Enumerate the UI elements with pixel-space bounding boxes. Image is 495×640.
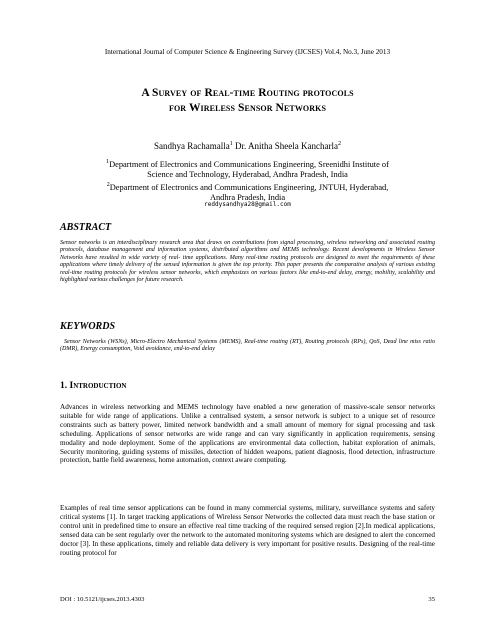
affiliation-line [80,157,415,170]
page-number: 35 [428,596,435,603]
affiliation-line: Science and Technology, Hyderabad, Andhra Pradesh, India [147,170,348,180]
introduction-paragraph-1: Advances in wireless networking and MEMS technology have enabled a new generation of massive-scale sensor networks suitable for wide range of applications. Unlike a centralised system, a sensor network is subject to a unique set of resource constraints such as battery power, limited network bandwidth and a small amount of memory for signal processing and task scheduling. Applications of sensor networks are wide range and can vary significantly in application requirements, sensing modality and node deployment. Some of the applications are environmental data collection, habitat exploration of animals, Security monitoring, guiding systems of missiles, detection of hidden weapons, patient diagnosis, flood detection, infrastructure protection, battle field awareness, home automation, context aware computing. [60,403,435,465]
author-superscript: 2 [337,141,341,147]
affiliation-superscript: 1 [106,159,110,165]
keywords-content: Sensor Networks (WSNs), Micro-Electro Mechanical Systems (MEMS), Real-time routing (RT), Routing protocols (RPs), QoS, Dead line miss ratio (DMR), Energy consumption, Void avoidance, end-to-end delay [60,339,435,353]
affiliation-text: Department of Electronics and Communications Engineering, Sreenidhi Institute of [109,159,389,169]
paper-title [60,86,435,116]
author-email[interactable]: reddysandhya28@gmail.com [204,201,291,208]
author-superscript: 1 [229,141,233,147]
keywords-text [60,339,435,354]
paper-title-line-1: A Survey of Real-time Routing protocols [141,87,354,99]
author-name: Sandhya Rachamalla [154,141,230,151]
introduction-paragraph-2: Examples of real time sensor applications can be found in many commercial systems, military, surveillance systems and safety critical systems [1]. In target tracking applications of Wireless Sensor Networks the collected data must reach the base station or control unit in predefined time to ensure an effective real time tracking of the required sensed region [2].In medical applications, sensed data can be sent regularly over the network to the automated monitoring systems which are designed to alert the concerned doctor [3]. In these applications, timely and reliable data delivery is very important for positive results. Designing of the real-time routing protocol for [60,504,435,557]
affiliation-text: Department of Electronics and Communications Engineering, JNTUH, Hyderabad, [109,182,389,192]
abstract-text: Sensor networks is an interdisciplinary research area that draws on contributions from signal processing, wireless networking and associated routing protocols, database management and information systems, distributed algorithms and MEMS technology. Recent developments in Wireless Sensor Networks have resulted in wide variety of real- time applications. Many real-time routing protocols are designed to meet the requirements of these applications where timely delivery of the sensed information is given the top priority. This paper presents the comparative analysis of various existing real-time routing protocols for wireless sensor networks, which emphasizes on various factors like end-to-end delay, energy, mobility, scalability and highlighted various challenges for future research. [60,240,435,284]
doi-text: DOI : 10.5121/ijcses.2013.4303 [60,596,145,603]
author-list [60,139,435,152]
affiliation-line [80,180,415,193]
affiliation-1 [80,157,415,181]
affiliation-superscript: 2 [106,182,110,188]
affiliation-line: Andhra Pradesh, India [209,193,286,203]
journal-header: International Journal of Computer Science & Engineering Survey (IJCSES) Vol.4, No.3, June 2013 [104,48,391,56]
paper-title-line-2: for Wireless Sensor Networks [168,102,326,114]
author-name: Dr. Anitha Sheela Kancharla [235,141,338,151]
abstract-heading: ABSTRACT [60,222,112,233]
introduction-heading: 1. Introduction [60,381,127,391]
keywords-heading: KEYWORDS [60,321,116,332]
